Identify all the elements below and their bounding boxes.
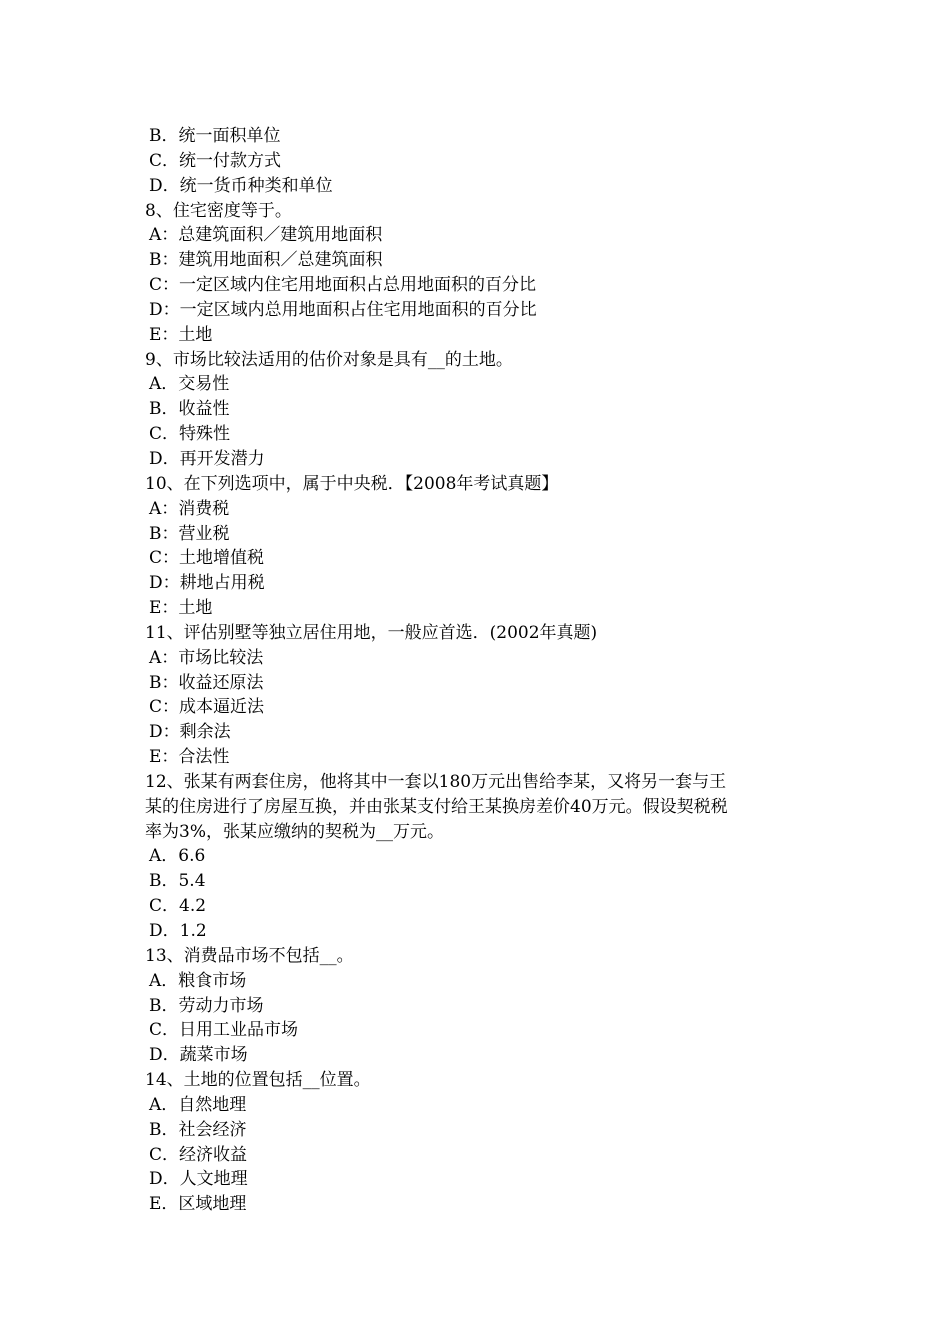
question-text: 14、土地的位置包括__位置。 xyxy=(145,1070,371,1091)
answer-option: E：土地 xyxy=(149,324,213,345)
document-body xyxy=(145,124,810,1217)
answer-option: B．收益性 xyxy=(149,399,230,420)
question-text: 12、张某有两套住房，他将其中一套以180万元出售给李某，又将另一套与王 xyxy=(145,771,727,792)
answer-option: A：消费税 xyxy=(149,498,230,519)
question-text: 9、市场比较法适用的估价对象是具有__的土地。 xyxy=(145,349,513,370)
answer-option: B．社会经济 xyxy=(149,1119,247,1140)
answer-option: B．5.4 xyxy=(149,871,206,892)
answer-option: B：收益还原法 xyxy=(149,672,264,693)
answer-option: B．劳动力市场 xyxy=(149,995,264,1016)
answer-option: D．蔬菜市场 xyxy=(149,1045,248,1066)
answer-option: C．特殊性 xyxy=(149,424,231,445)
answer-option: A．粮食市场 xyxy=(149,970,247,991)
answer-option: B．统一面积单位 xyxy=(149,126,281,146)
answer-option: E：合法性 xyxy=(149,747,230,768)
answer-option: A．6.6 xyxy=(149,846,206,867)
answer-option: C．日用工业品市场 xyxy=(149,1020,299,1041)
question-text: 率为3%，张某应缴纳的契税为__万元。 xyxy=(145,821,444,842)
question-text: 13、消费品市场不包括__。 xyxy=(145,945,354,966)
question-text: 8、住宅密度等于。 xyxy=(145,200,292,221)
question-text: 某的住房进行了房屋互换，并由张某支付给王某换房差价40万元。假设契税税 xyxy=(145,796,728,817)
answer-option: C．统一付款方式 xyxy=(149,150,282,171)
answer-option: A：市场比较法 xyxy=(149,647,264,668)
answer-option: C．经济收益 xyxy=(149,1144,248,1165)
answer-option: D：一定区域内总用地面积占住宅用地面积的百分比 xyxy=(149,299,537,320)
answer-option: D．统一货币种类和单位 xyxy=(149,175,333,196)
question-text: 11、评估别墅等独立居住用地，一般应首选．(2002年真题) xyxy=(145,622,598,643)
answer-option: E：土地 xyxy=(149,598,213,619)
answer-option: C．4.2 xyxy=(149,896,207,917)
answer-option: E．区域地理 xyxy=(149,1194,247,1215)
answer-option: B：建筑用地面积／总建筑面积 xyxy=(149,250,383,271)
answer-option: A：总建筑面积／建筑用地面积 xyxy=(149,225,383,246)
answer-option: D．人文地理 xyxy=(149,1169,248,1190)
answer-option: D：耕地占用税 xyxy=(149,573,265,594)
answer-option: C：一定区域内住宅用地面积占总用地面积的百分比 xyxy=(149,275,537,296)
answer-option: D：剩余法 xyxy=(149,722,231,743)
answer-option: D．再开发潜力 xyxy=(149,448,265,469)
answer-option: D．1.2 xyxy=(149,921,207,941)
answer-option: C：成本逼近法 xyxy=(149,697,265,718)
answer-option: C：土地增值税 xyxy=(149,548,265,569)
answer-option: A．交易性 xyxy=(149,374,230,395)
answer-option: B：营业税 xyxy=(149,523,230,544)
question-text: 10、在下列选项中，属于中央税．【2008年考试真题】 xyxy=(145,473,559,494)
answer-option: A．自然地理 xyxy=(149,1094,247,1115)
